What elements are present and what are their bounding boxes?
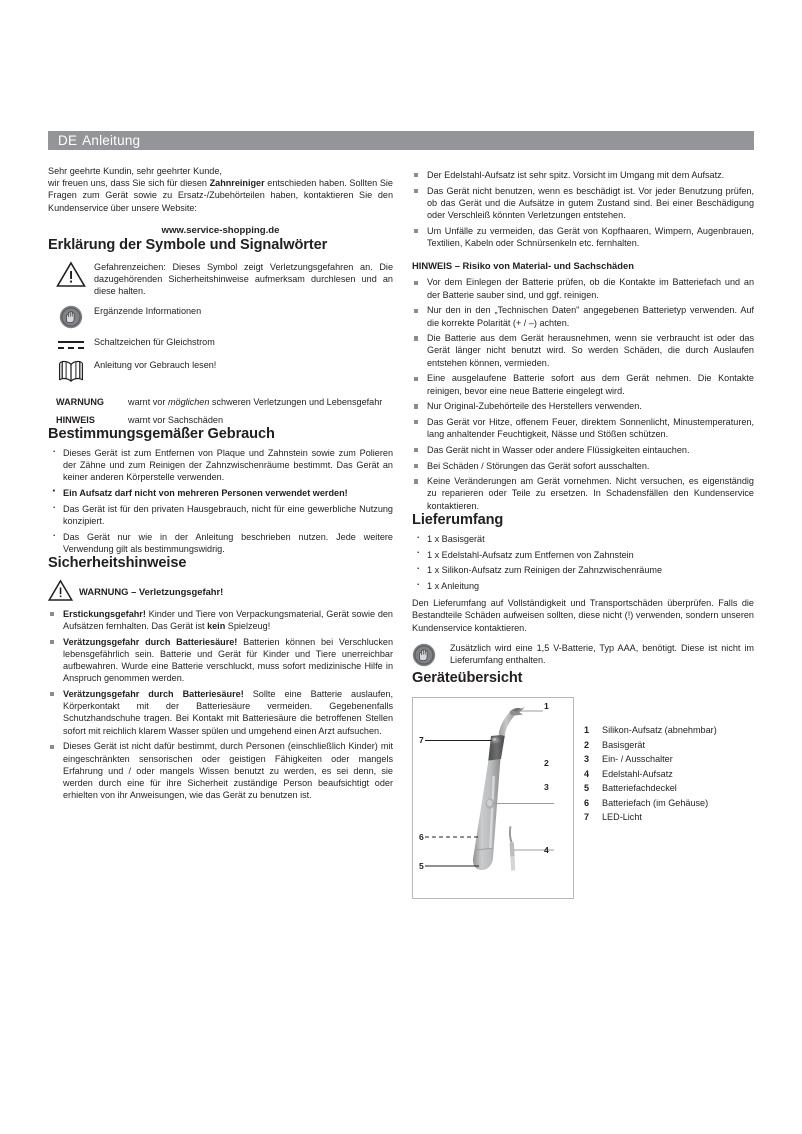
list-item bbox=[48, 740, 393, 801]
list-item: · 1 x Silikon-Aufsatz zum Reinigen der Zahnzwischenräume bbox=[412, 564, 754, 576]
device-overview-heading: Geräteübersicht bbox=[412, 670, 523, 686]
legend-number: 6 bbox=[584, 797, 590, 808]
warnung-desc-italic: möglichen bbox=[167, 396, 210, 407]
signal-word-hinweis: HINWEIS bbox=[56, 414, 95, 425]
safety-item-lead: Erstickungsgefahr! bbox=[63, 608, 146, 619]
safety-item-rest-a: Batterien können bei Verschlucken lebensgefährlich sein. Batterie und Gerät für Kinder und Tiere unerreichbar aufbewahren. Wurde eine Batterie verschluckt, muss sofort medizinische Hilfe in Anspruch genommen werden. bbox=[63, 636, 394, 684]
legend-row bbox=[584, 752, 717, 767]
legend-number: 3 bbox=[584, 754, 590, 764]
list-item: Eine ausgelaufene Batterie sofort aus dem Gerät nehmen. Die Kontakte reinigen, bevor eine neue Batterie eingelegt wird. bbox=[412, 372, 754, 396]
legend-row bbox=[584, 767, 717, 782]
symbol-note-text: Ergänzende Informationen bbox=[94, 305, 202, 316]
list-item: · 1 x Edelstahl-Aufsatz zum Entfernen von Zahnstein bbox=[412, 549, 754, 561]
safety-item-rest-a: Dieses Gerät ist nicht dafür bestimmt, durch Personen (einschließlich Kinder) mit eingeschränkten sensorischen oder geistigen Fähigkeiten oder mangels Erfahrung und / oder mangels Wissen benutzt zu werden, es sei denn, sie werden durch eine für ihre Sicherheit zuständige Person beaufsichtigt oder erhielten von ihr Anweisungen, wie das Gerät zu benutzen ist. bbox=[63, 741, 393, 801]
safety-item-rest-bold: kein bbox=[207, 621, 226, 632]
signal-word-row-hinweis bbox=[48, 414, 393, 426]
symbol-warning-text: Gefahrenzeichen: Dieses Symbol zeigt Verletzungsgefahren an. Die dazugehörenden Sicherheitshinweise aufmerksam durchlesen und an diese halten. bbox=[94, 262, 393, 297]
page-title: Anleitung bbox=[82, 133, 141, 148]
list-item: Der Edelstahl-Aufsatz ist sehr spitz. Vorsicht im Umgang mit dem Aufsatz. bbox=[412, 169, 754, 181]
intro-text-b: entschieden haben. Sollten Sie Fragen zum Gerät sowie zu Ersatz-/Zubehörteilen haben, kontaktieren Sie den Kundenservice über unsere Website: bbox=[48, 178, 393, 213]
safety-list-left bbox=[48, 608, 393, 802]
notice-heading: HINWEIS – Risiko von Material- und Sachschäden bbox=[412, 260, 634, 272]
legend-number: 5 bbox=[584, 783, 590, 793]
warning-triangle-icon bbox=[48, 260, 94, 287]
svg-text:5: 5 bbox=[419, 861, 424, 871]
legend-row bbox=[584, 781, 717, 796]
symbol-manual-text: Anleitung vor Gebrauch lesen! bbox=[94, 359, 217, 370]
symbol-row-dc bbox=[48, 335, 393, 352]
list-item: Nur Original-Zubehörteile des Herstellers verwenden. bbox=[412, 400, 754, 412]
pointing-hand-note-icon bbox=[48, 304, 94, 329]
safety-warning-label: WARNUNG – Verletzungsgefahr! bbox=[79, 585, 224, 597]
right-column bbox=[412, 165, 754, 902]
warning-triangle-icon bbox=[48, 579, 75, 604]
list-item: Bei Schäden / Störungen das Gerät sofort ausschalten. bbox=[412, 460, 754, 472]
legend-label: Batteriefachdeckel bbox=[602, 783, 677, 793]
intended-use-list bbox=[48, 447, 393, 555]
legend-row bbox=[584, 796, 717, 811]
list-item: Die Batterie aus dem Gerät herausnehmen, wenn sie verbraucht ist oder das Gerät länger nicht benutzt wird. So werden Schäden, die durch Auslaufen entstehen können, vermieden. bbox=[412, 332, 754, 369]
list-item bbox=[48, 636, 393, 685]
legend-row bbox=[584, 738, 717, 753]
intro-salutation: Sehr geehrte Kundin, sehr geehrter Kunde, bbox=[48, 166, 222, 176]
warnung-desc-a: warnt vor bbox=[128, 396, 168, 407]
list-item: Nur den in den „Technischen Daten" angegebenen Batterietyp verwenden. Auf die korrekte Polarität (+ / –) achten. bbox=[412, 304, 754, 328]
safety-list-right bbox=[412, 169, 754, 249]
scope-of-delivery-heading: Lieferumfang bbox=[412, 511, 504, 528]
left-column bbox=[48, 165, 393, 801]
service-website[interactable]: www.service-shopping.de bbox=[161, 224, 280, 236]
intended-use-heading: Bestimmungsgemäßer Gebrauch bbox=[48, 426, 275, 443]
device-illustration bbox=[413, 698, 571, 896]
legend-number: 2 bbox=[584, 739, 590, 750]
list-item: · Das Gerät ist für den privaten Hausgebrauch, nicht für eine gewerbliche Nutzung konzipiert. bbox=[48, 503, 393, 527]
intro-text-a: wir freuen uns, dass Sie sich für diesen bbox=[48, 178, 210, 189]
device-overview-figure bbox=[412, 697, 754, 902]
symbol-row-note bbox=[48, 304, 393, 329]
list-item bbox=[48, 688, 393, 737]
signal-word-warnung-desc bbox=[128, 396, 393, 408]
list-item: · Ein Aufsatz darf nicht von mehreren Personen verwendet werden! bbox=[48, 487, 393, 499]
list-item: Das Gerät nicht benutzen, wenn es beschädigt ist. Vor jeder Benutzung prüfen, ob das Gerät und die Aufsätze in gutem Zustand sind. Bei einer Beschädigung oder Verschleiß könnten Verletzungen entstehen. bbox=[412, 185, 754, 222]
list-item: Vor dem Einlegen der Batterie prüfen, ob die Kontakte im Batteriefach und an der Batterie sauber sind, und ggf. reinigen. bbox=[412, 276, 754, 300]
list-item: Das Gerät nicht in Wasser oder andere Flüssigkeiten eintauchen. bbox=[412, 444, 754, 456]
legend-label: Batteriefach (im Gehäuse) bbox=[602, 797, 709, 808]
list-item bbox=[48, 608, 393, 632]
safety-item-rest-a: Sollte eine Batterie auslaufen, Körperkontakt mit der Batteriesäure vermeiden. Gegebenenfalls Schutzhandschuhe tragen. Bei Kontakt mit Batteriesäure die betroffenen Stellen sofort mit reichlich klarem Wasser spülen und umgehend einen Arzt aufsuchen. bbox=[63, 689, 393, 736]
symbol-row-manual bbox=[48, 358, 393, 382]
direct-current-icon bbox=[48, 335, 94, 352]
legend-number: 4 bbox=[584, 768, 590, 779]
notice-list bbox=[412, 276, 754, 511]
legend-row bbox=[584, 723, 717, 738]
page-header-bar bbox=[48, 131, 754, 150]
list-item: · Dieses Gerät ist zum Entfernen von Plaque und Zahnstein sowie zum Polieren der Zähne und zum Reinigen der Zahnzwischenräume bestimmt. Das Gerät an keiner anderen Körperstelle verwenden. bbox=[48, 447, 393, 484]
battery-note-text: Zusätzlich wird eine 1,5 V-Batterie, Typ AAA, benötigt. Diese ist nicht im Lieferumfang enthalten. bbox=[450, 642, 754, 665]
safety-heading: Sicherheitshinweise bbox=[48, 555, 187, 572]
scope-of-delivery-list bbox=[412, 533, 754, 592]
header-title-group bbox=[58, 133, 140, 148]
legend-label: Basisgerät bbox=[602, 739, 645, 750]
read-manual-book-icon bbox=[48, 358, 94, 382]
svg-text:7: 7 bbox=[419, 735, 424, 745]
legend-label: Silikon-Aufsatz (abnehmbar) bbox=[602, 725, 717, 735]
intro-product-name: Zahnreiniger bbox=[209, 178, 265, 189]
svg-text:4: 4 bbox=[544, 845, 549, 855]
header-language-code: DE bbox=[58, 133, 78, 148]
safety-item-lead: Verätzungsgefahr durch Batteriesäure! bbox=[63, 636, 238, 647]
svg-text:2: 2 bbox=[544, 758, 549, 768]
list-item: · 1 x Anleitung bbox=[412, 580, 754, 592]
legend-number: 7 bbox=[584, 812, 590, 822]
list-item: Das Gerät vor Hitze, offenem Feuer, direktem Sonnenlicht, Minustemperaturen, lang anhaltender Feuchtigkeit, Nässe und Stößen schützen. bbox=[412, 416, 754, 440]
pointing-hand-note-icon bbox=[412, 642, 450, 670]
scope-paragraph: Den Lieferumfang auf Vollständigkeit und Transportschäden überprüfen. Falls die Bestandteile Schäden aufweisen sollten, diese nicht (!) verwenden, sondern unseren Kundenservice kontaktieren. bbox=[412, 598, 754, 633]
legend-label: LED-Licht bbox=[602, 812, 642, 822]
svg-text:3: 3 bbox=[544, 782, 549, 792]
symbol-row-warning bbox=[48, 260, 393, 298]
safety-item-lead: Verätzungsgefahr durch Batteriesäure! bbox=[63, 689, 244, 700]
warnung-desc-b: schweren Verletzungen und Lebensgefahr bbox=[209, 396, 383, 407]
signal-word-warnung: WARNUNG bbox=[56, 396, 104, 407]
symbol-dc-text: Schaltzeichen für Gleichstrom bbox=[94, 336, 215, 347]
legend-number: 1 bbox=[584, 725, 590, 735]
legend-row bbox=[584, 810, 717, 825]
intro-paragraph bbox=[48, 177, 393, 214]
battery-note-block bbox=[412, 642, 754, 670]
safety-item-rest-b: Spielzeug! bbox=[225, 621, 271, 632]
signal-word-hinweis-desc: warnt vor Sachschäden bbox=[128, 414, 224, 425]
list-item: Keine Veränderungen am Gerät vornehmen. Nicht versuchen, es eigenständig zu reparieren oder Teile zu ersetzen. In Schadensfällen den Kundenservice kontaktieren. bbox=[412, 475, 754, 512]
device-illustration-box bbox=[412, 697, 574, 899]
signal-word-row-warning bbox=[48, 396, 393, 408]
list-item: · 1 x Basisgerät bbox=[412, 533, 754, 545]
legend-label: Ein- / Ausschalter bbox=[602, 754, 673, 764]
legend-label: Edelstahl-Aufsatz bbox=[602, 768, 673, 779]
list-item: Um Unfälle zu vermeiden, das Gerät von Kopfhaaren, Wimpern, Augenbrauen, Textilien, Kabeln oder Schnürsenkeln etc. fernhalten. bbox=[412, 225, 754, 249]
list-item: · Das Gerät nur wie in der Anleitung beschrieben nutzen. Jede weitere Verwendung gilt als bestimmungswidrig. bbox=[48, 531, 393, 555]
symbols-heading: Erklärung der Symbole und Signalwörter bbox=[48, 237, 328, 254]
device-overview-legend bbox=[584, 723, 717, 825]
svg-text:6: 6 bbox=[419, 832, 424, 842]
safety-item-rest-a: Kinder und Tiere von Verpackungsmaterial, Gerät sowie den Aufsätzen fernhalten. Das Gerät ist bbox=[63, 608, 393, 632]
safety-warning-line bbox=[48, 579, 393, 604]
signal-word-table bbox=[48, 396, 393, 426]
svg-text:1: 1 bbox=[544, 701, 549, 711]
